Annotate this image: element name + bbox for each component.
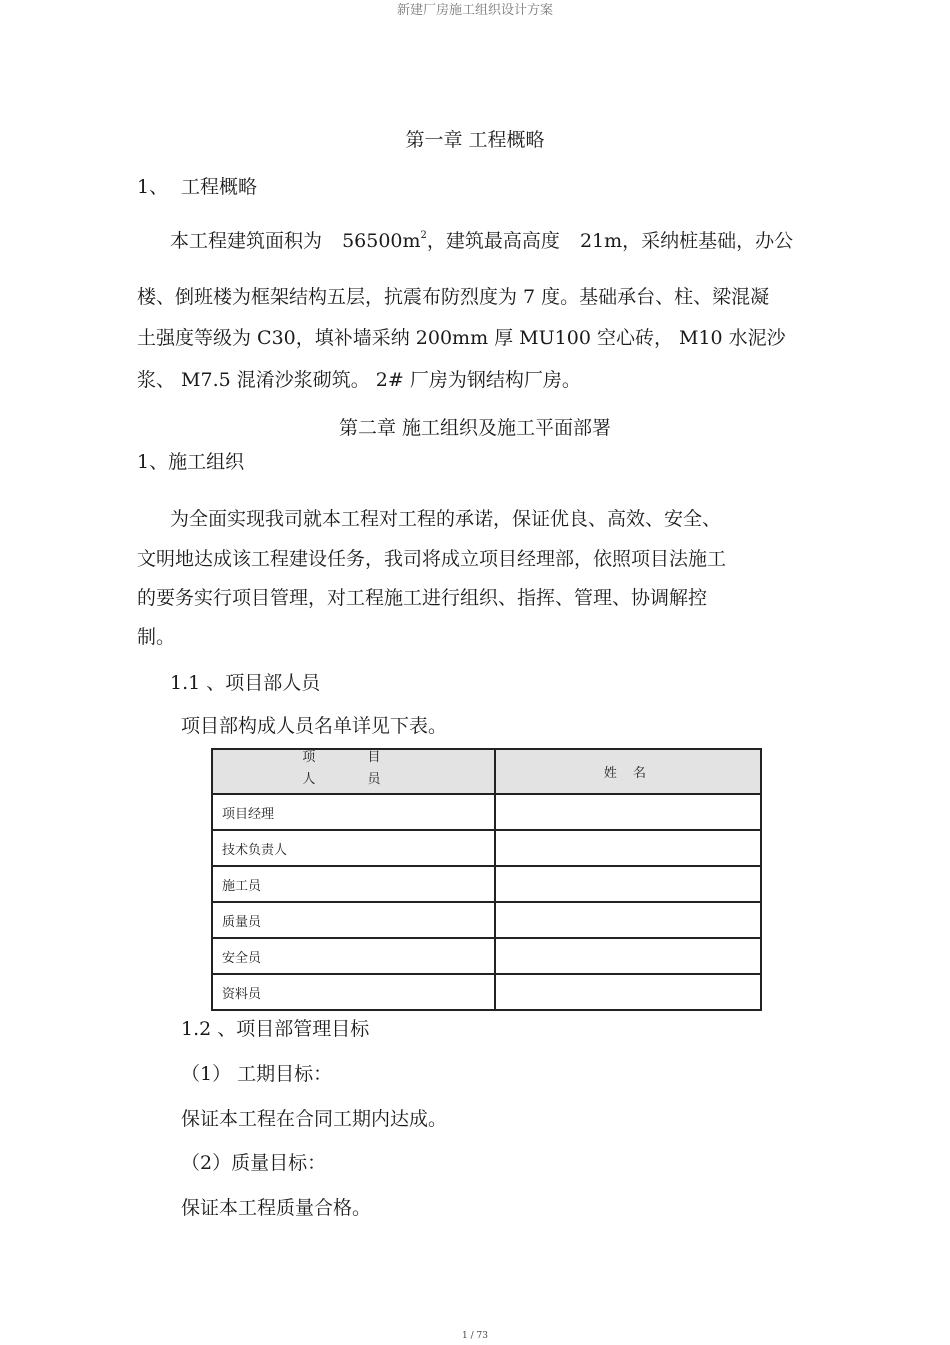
role-cell: 技术负责人 <box>212 830 495 866</box>
name-cell <box>495 902 761 938</box>
table-header-row <box>212 749 761 794</box>
org-line-2: 文明地达成该工程建设任务，我司将成立项目经理部，依照项目法施工 <box>137 548 727 570</box>
role-cell: 资料员 <box>212 974 495 1010</box>
page-number: 1 / 73 <box>462 1331 488 1341</box>
org-line-1: 为全面实现我司就本工程对工程的承诺，保证优良、高效、安全、 <box>170 508 722 530</box>
name-cell <box>495 974 761 1010</box>
header-item-line: 项 目 <box>302 749 405 765</box>
goal-2-text: 保证本工程质量合格。 <box>181 1197 372 1219</box>
chapter2-title: 第二章 施工组织及施工平面部署 <box>338 417 612 439</box>
subsection-1-1: 1.1 、项目部人员 <box>170 672 321 694</box>
overview-text-c: ，采纳桩基础，办公 <box>622 230 794 252</box>
role-cell: 施工员 <box>212 866 495 902</box>
name-cell <box>495 830 761 866</box>
overview-line-3: 土强度等级为 C30，填补墙采纳 200mm 厚 MU100 空心砖， M10 水泥沙 <box>137 327 786 349</box>
building-area: 56500m <box>342 230 421 252</box>
goal-2-title: （2）质量目标： <box>181 1152 327 1174</box>
overview-line-2: 楼、倒班楼为框架结构五层，抗震布防烈度为 7 度。基础承台、柱、梁混凝 <box>137 286 770 308</box>
header-name-label: 姓 名 <box>603 766 653 781</box>
name-cell <box>495 866 761 902</box>
section-number: 1、 <box>137 176 169 198</box>
staff-table-intro: 项目部构成人员名单详见下表。 <box>181 715 448 737</box>
table-row <box>212 974 761 1010</box>
table-row <box>212 794 761 830</box>
org-line-4: 制。 <box>137 626 176 648</box>
org-line-3: 的要务实行项目管理，对工程施工进行组织、指挥、管理、协调解控 <box>137 587 708 609</box>
header-name <box>495 749 761 794</box>
overview-text-b: ，建筑最高高度 <box>426 230 560 252</box>
staff-table <box>211 748 762 1011</box>
building-height: 21m <box>579 230 623 252</box>
table-row <box>212 830 761 866</box>
header-item-personnel <box>212 749 495 794</box>
section-title: 工程概略 <box>181 176 258 198</box>
table-row <box>212 866 761 902</box>
role-cell: 质量员 <box>212 902 495 938</box>
table-row <box>212 902 761 938</box>
header-personnel-line: 人 员 <box>302 771 405 787</box>
area-superscript: 2 <box>420 229 427 241</box>
role-cell: 安全员 <box>212 938 495 974</box>
overview-text-a: 本工程建筑面积为 <box>170 230 323 252</box>
overview-line-1 <box>170 226 793 253</box>
subsection-1-2: 1.2 、项目部管理目标 <box>181 1018 370 1040</box>
page-header: 新建厂房施工组织设计方案 <box>396 3 553 18</box>
overview-line-4: 浆、 M7.5 混淆沙浆砌筑。 2# 厂房为钢结构厂房。 <box>137 369 581 391</box>
role-cell: 项目经理 <box>212 794 495 830</box>
name-cell <box>495 794 761 830</box>
chapter1-title: 第一章 工程概略 <box>405 129 545 151</box>
name-cell <box>495 938 761 974</box>
section-construction-org: 1、施工组织 <box>137 451 245 473</box>
table-row <box>212 938 761 974</box>
goal-1-title: （1） 工期目标： <box>181 1063 333 1085</box>
goal-1-text: 保证本工程在合同工期内达成。 <box>181 1108 448 1130</box>
